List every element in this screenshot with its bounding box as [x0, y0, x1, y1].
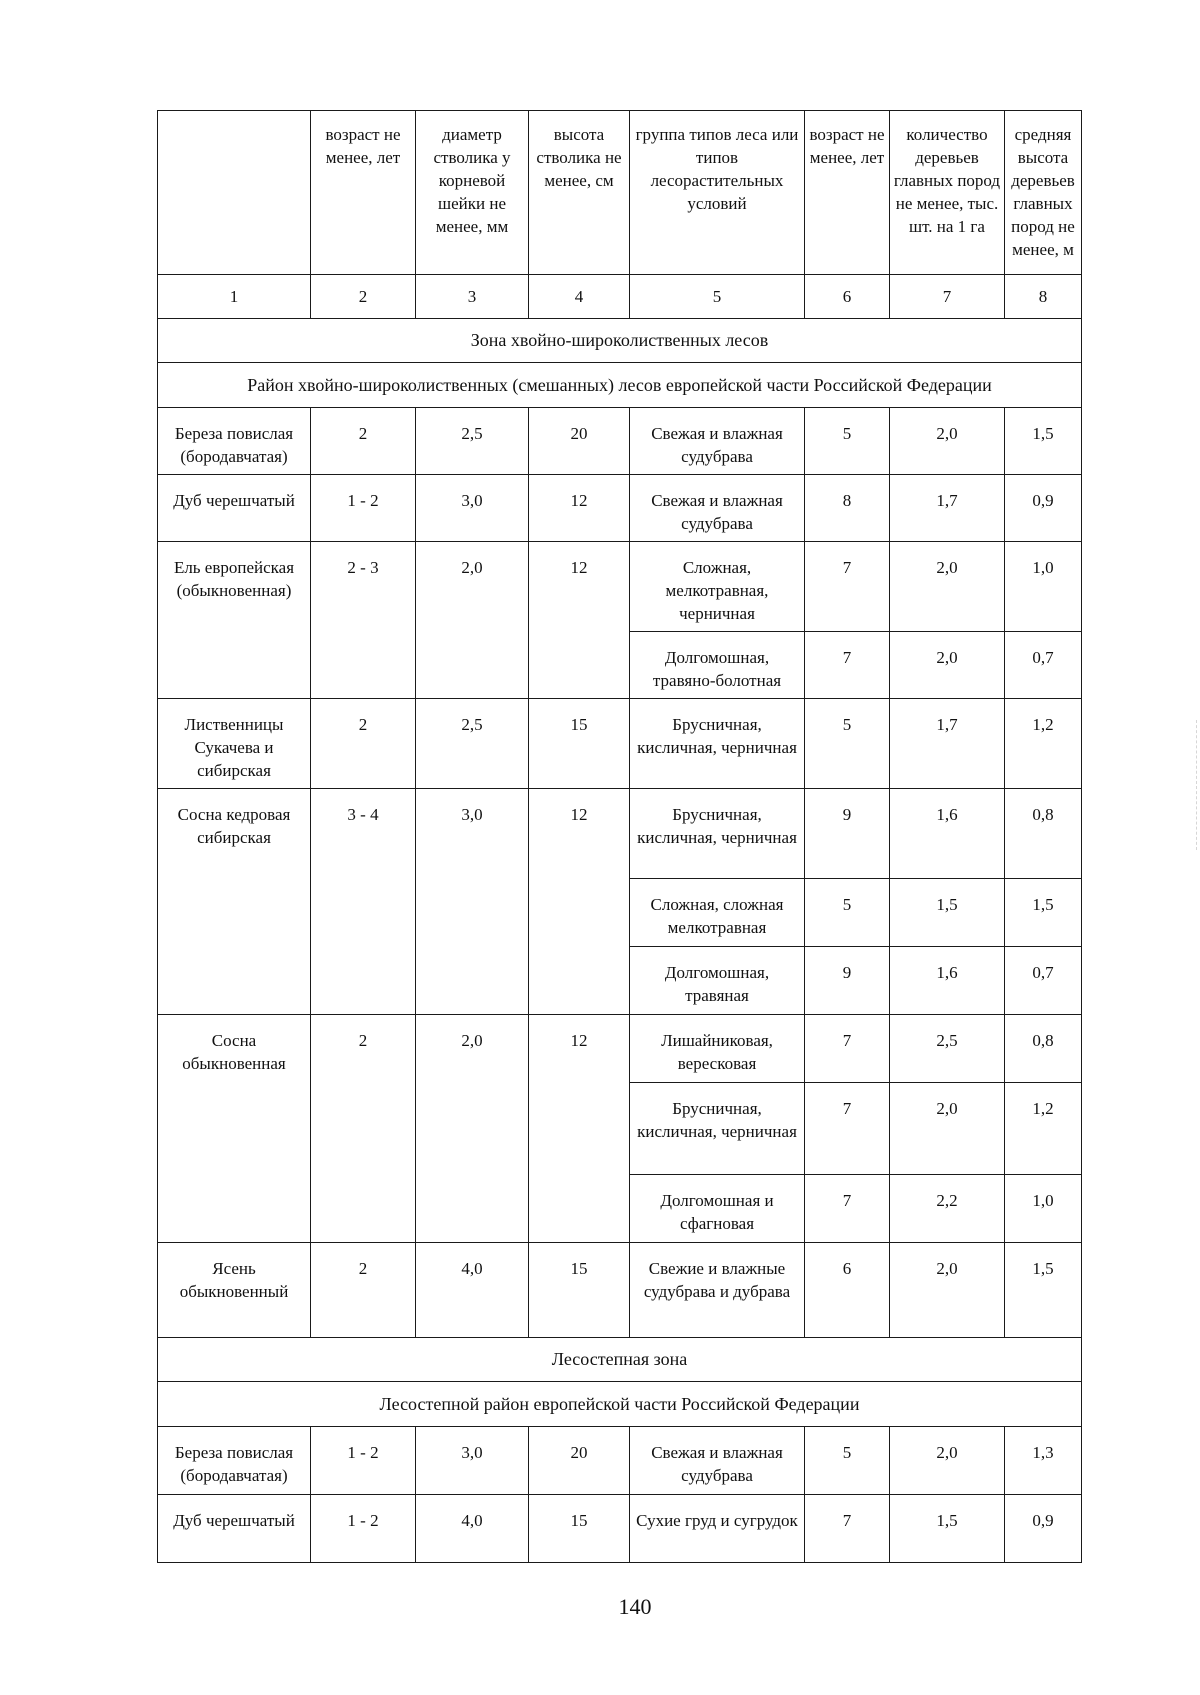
average-height: 1,5: [1005, 879, 1082, 947]
header-cell: возраст не менее, лет: [311, 111, 416, 275]
stem-height: 20: [529, 1427, 630, 1495]
stand-age: 7: [805, 1015, 890, 1083]
stand-age: 5: [805, 408, 890, 475]
forest-type-group: Брусничная, кисличная, черничная: [630, 1083, 805, 1175]
tree-count: 2,5: [890, 1015, 1005, 1083]
forest-standards-table: [157, 110, 1082, 1563]
average-height: 0,8: [1005, 1015, 1082, 1083]
stem-height: 12: [529, 1015, 630, 1243]
forest-type-group: Долгомошная и сфагновая: [630, 1175, 805, 1243]
stand-age: 7: [805, 1083, 890, 1175]
species-name: Береза повислая (бородавчатая): [158, 1427, 311, 1495]
stand-age: 5: [805, 699, 890, 789]
zone-title: Лесостепная зона: [158, 1338, 1082, 1382]
seedling-age: 2: [311, 1015, 416, 1243]
average-height: 1,0: [1005, 542, 1082, 632]
page-number: 140: [618, 1594, 652, 1619]
table-row: [158, 542, 1082, 632]
forest-type-group: Сложная, мелкотравная, черничная: [630, 542, 805, 632]
forest-type-group: Лишайниковая, вересковая: [630, 1015, 805, 1083]
header-cell: высота стволика не менее, см: [529, 111, 630, 275]
stem-height: 15: [529, 1495, 630, 1563]
column-number: 3: [416, 275, 529, 319]
stand-age: 7: [805, 1175, 890, 1243]
stem-diameter: 3,0: [416, 475, 529, 542]
table-row: [158, 1495, 1082, 1563]
seedling-age: 2: [311, 1243, 416, 1338]
average-height: 0,7: [1005, 632, 1082, 699]
tree-count: 1,5: [890, 1495, 1005, 1563]
tree-count: 2,0: [890, 408, 1005, 475]
table-row: [158, 475, 1082, 542]
tree-count: 1,6: [890, 789, 1005, 879]
tree-count: 1,6: [890, 947, 1005, 1015]
column-number-row: [158, 275, 1082, 319]
average-height: 1,5: [1005, 1243, 1082, 1338]
stand-age: 7: [805, 632, 890, 699]
column-number: 6: [805, 275, 890, 319]
average-height: 1,2: [1005, 1083, 1082, 1175]
tree-count: 2,2: [890, 1175, 1005, 1243]
zone-title: Зона хвойно-широколиственных лесов: [158, 319, 1082, 363]
species-name: Дуб черешчатый: [158, 1495, 311, 1563]
seedling-age: 1 - 2: [311, 1427, 416, 1495]
stem-diameter: 4,0: [416, 1495, 529, 1563]
tree-count: 1,7: [890, 699, 1005, 789]
species-name: Ясень обыкновенный: [158, 1243, 311, 1338]
average-height: 1,3: [1005, 1427, 1082, 1495]
tree-count: 2,0: [890, 1427, 1005, 1495]
stem-diameter: 3,0: [416, 789, 529, 1015]
region-title-row: [158, 1382, 1082, 1427]
stand-age: 8: [805, 475, 890, 542]
stand-age: 7: [805, 542, 890, 632]
column-number: 2: [311, 275, 416, 319]
header-cell: [158, 111, 311, 275]
tree-count: 1,7: [890, 475, 1005, 542]
table-row: [158, 699, 1082, 789]
stem-diameter: 2,5: [416, 699, 529, 789]
table-row: [158, 789, 1082, 879]
average-height: 0,7: [1005, 947, 1082, 1015]
zone-title-row: [158, 1338, 1082, 1382]
stand-age: 9: [805, 947, 890, 1015]
average-height: 1,2: [1005, 699, 1082, 789]
stem-height: 20: [529, 408, 630, 475]
tree-count: 1,5: [890, 879, 1005, 947]
average-height: 1,5: [1005, 408, 1082, 475]
scan-edge-mark: [1196, 720, 1198, 850]
seedling-age: 1 - 2: [311, 475, 416, 542]
stem-diameter: 4,0: [416, 1243, 529, 1338]
header-cell: количество деревьев главных пород не менее, тыс. шт. на 1 га: [890, 111, 1005, 275]
tree-count: 2,0: [890, 1243, 1005, 1338]
header-cell: диаметр стволика у корневой шейки не менее, мм: [416, 111, 529, 275]
forest-type-group: Долгомошная, травяно-болотная: [630, 632, 805, 699]
column-number: 5: [630, 275, 805, 319]
region-title-row: [158, 363, 1082, 408]
table-row: [158, 408, 1082, 475]
column-number: 7: [890, 275, 1005, 319]
seedling-age: 2: [311, 408, 416, 475]
column-number: 8: [1005, 275, 1082, 319]
stem-height: 12: [529, 542, 630, 699]
species-name: Сосна обыкновенная: [158, 1015, 311, 1243]
region-title: Район хвойно-широколиственных (смешанных) лесов европейской части Российской Федерации: [158, 363, 1082, 408]
column-number: 4: [529, 275, 630, 319]
stem-height: 12: [529, 475, 630, 542]
header-cell: возраст не менее, лет: [805, 111, 890, 275]
stem-diameter: 3,0: [416, 1427, 529, 1495]
stem-diameter: 2,5: [416, 408, 529, 475]
zone-title-row: [158, 319, 1082, 363]
stem-diameter: 2,0: [416, 1015, 529, 1243]
forest-type-group: Сухие груд и сугрудок: [630, 1495, 805, 1563]
average-height: 0,8: [1005, 789, 1082, 879]
average-height: 0,9: [1005, 1495, 1082, 1563]
average-height: 0,9: [1005, 475, 1082, 542]
average-height: 1,0: [1005, 1175, 1082, 1243]
seedling-age: 1 - 2: [311, 1495, 416, 1563]
species-name: Береза повислая (бородавчатая): [158, 408, 311, 475]
forest-type-group: Брусничная, кисличная, черничная: [630, 789, 805, 879]
header-cell: средняя высота деревьев главных пород не менее, м: [1005, 111, 1082, 275]
species-name: Ель европейская (обыкновенная): [158, 542, 311, 699]
table-row: [158, 1015, 1082, 1083]
table-row: [158, 1427, 1082, 1495]
species-name: Лиственницы Сукачева и сибирская: [158, 699, 311, 789]
forest-type-group: Сложная, сложная мелкотравная: [630, 879, 805, 947]
species-name: Сосна кедровая сибирская: [158, 789, 311, 1015]
header-row: [158, 111, 1082, 275]
stem-height: 15: [529, 699, 630, 789]
stem-height: 15: [529, 1243, 630, 1338]
column-number: 1: [158, 275, 311, 319]
forest-type-group: Свежие и влажные судубрава и дубрава: [630, 1243, 805, 1338]
stand-age: 9: [805, 789, 890, 879]
species-name: Дуб черешчатый: [158, 475, 311, 542]
seedling-age: 3 - 4: [311, 789, 416, 1015]
forest-type-group: Свежая и влажная судубрава: [630, 408, 805, 475]
table-row: [158, 1243, 1082, 1338]
stem-diameter: 2,0: [416, 542, 529, 699]
tree-count: 2,0: [890, 632, 1005, 699]
forest-type-group: Брусничная, кисличная, черничная: [630, 699, 805, 789]
tree-count: 2,0: [890, 542, 1005, 632]
forest-type-group: Долгомошная, травяная: [630, 947, 805, 1015]
forest-type-group: Свежая и влажная судубрава: [630, 475, 805, 542]
tree-count: 2,0: [890, 1083, 1005, 1175]
seedling-age: 2: [311, 699, 416, 789]
header-cell: группа типов леса или типов лесорастительных условий: [630, 111, 805, 275]
stem-height: 12: [529, 789, 630, 1015]
stand-age: 6: [805, 1243, 890, 1338]
forest-type-group: Свежая и влажная судубрава: [630, 1427, 805, 1495]
stand-age: 7: [805, 1495, 890, 1563]
stand-age: 5: [805, 1427, 890, 1495]
region-title: Лесостепной район европейской части Российской Федерации: [158, 1382, 1082, 1427]
seedling-age: 2 - 3: [311, 542, 416, 699]
stand-age: 5: [805, 879, 890, 947]
